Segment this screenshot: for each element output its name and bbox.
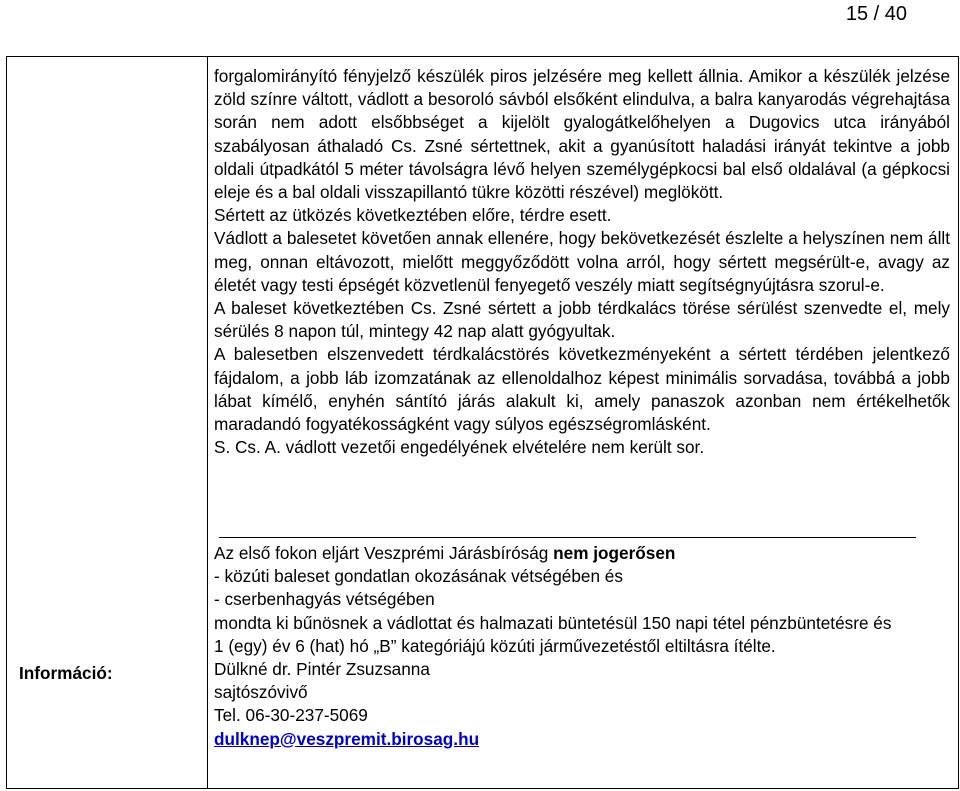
document-table: [6, 56, 959, 789]
label-column: [7, 57, 207, 788]
charge-line-1: - közúti baleset gondatlan okozásának vétségében és: [214, 566, 623, 587]
sentence-line-2: 1 (egy) év 6 (hat) hó „B” kategóriájú közúti járművezetéstől eltiltásra ítélte.: [214, 635, 776, 656]
contact-email-link[interactable]: dulknep@veszpremit.birosag.hu: [214, 728, 480, 749]
contact-name: Dülkné dr. Pintér Zsuzsanna: [214, 659, 430, 680]
court-decision-info: [214, 542, 954, 751]
charge-line-2: - cserbenhagyás vétségében: [214, 589, 435, 610]
paragraph-leaving-scene: Vádlott a balesetet követően annak ellenére, hogy bekövetkezését észlelte a helyszínen nem állt meg, onnan eltávozott, mielőtt meggyőződött volna arról, hogy sértett megsérült-e, avagy az életét vagy testi épségét közvetlenül fenyegető veszély miatt segítségnyújtásra szorul-e.: [214, 228, 950, 295]
separator-line: [219, 537, 916, 538]
court-line: [214, 542, 954, 565]
paragraph-consequences: A balesetben elszenvedett térdkalácstörés következményeként a sértett térdében jelentkező fájdalom, a jobb láb izomzatának az ellenoldalhoz képest minimális sorvadása, továbbá a jobb lábat kímélő, enyhén sántító járás alakult ki, amely panaszok azonban nem értékelhetők maradandó fogyatékosságként vagy súlyos egészségromlásként.: [214, 344, 950, 435]
info-label: Információ:: [19, 663, 113, 683]
paragraph-license: S. Cs. A. vádlott vezetői engedélyének elvételére nem került sor.: [214, 437, 705, 458]
contact-email-line: [214, 728, 954, 751]
sentence-line-1: mondta ki bűnösnek a vádlottat és halmazati büntetésül 150 napi tétel pénzbüntetésre és: [214, 612, 892, 633]
contact-role: sajtószóvivő: [214, 682, 308, 703]
case-description: [214, 65, 950, 459]
paragraph-injury: A baleset következtében Cs. Zsné sértett a jobb térdkalács törése sérülést szenvedte el, mely sérülés 8 napon túl, mintegy 42 nap alatt gyógyultak.: [214, 298, 950, 342]
contact-phone: Tel. 06-30-237-5069: [214, 705, 368, 726]
paragraph-incident: forgalomirányító fényjelző készülék piros jelzésére meg kellett állnia. Amikor a készülék jelzése zöld színre váltott, vádlott a besoroló sávból elsőként elindulva, a balra kanyarodás végrehajtása során nem adott elsőbbséget a kijelölt gyalogátkelőhelyen a Dugovics utca irányából szabályosan áthaladó Cs. Zsné sértettnek, akit a gyanúsított haladási irányát tekintve a jobb oldali útpadkától 5 méter távolságra lévő helyen személygépkocsi bal első oldalával (a gépkocsi eleje és a bal oldali visszapillantó tükre közötti részével) meglökött.: [214, 66, 950, 203]
court-name: Az első fokon eljárt Veszprémi Járásbíróság: [214, 543, 554, 563]
court-status: nem jogerősen: [553, 543, 676, 563]
paragraph-fall: Sértett az ütközés következtében előre, térdre esett.: [214, 205, 612, 226]
column-divider: [207, 57, 208, 788]
page-number: 15 / 40: [845, 3, 907, 25]
